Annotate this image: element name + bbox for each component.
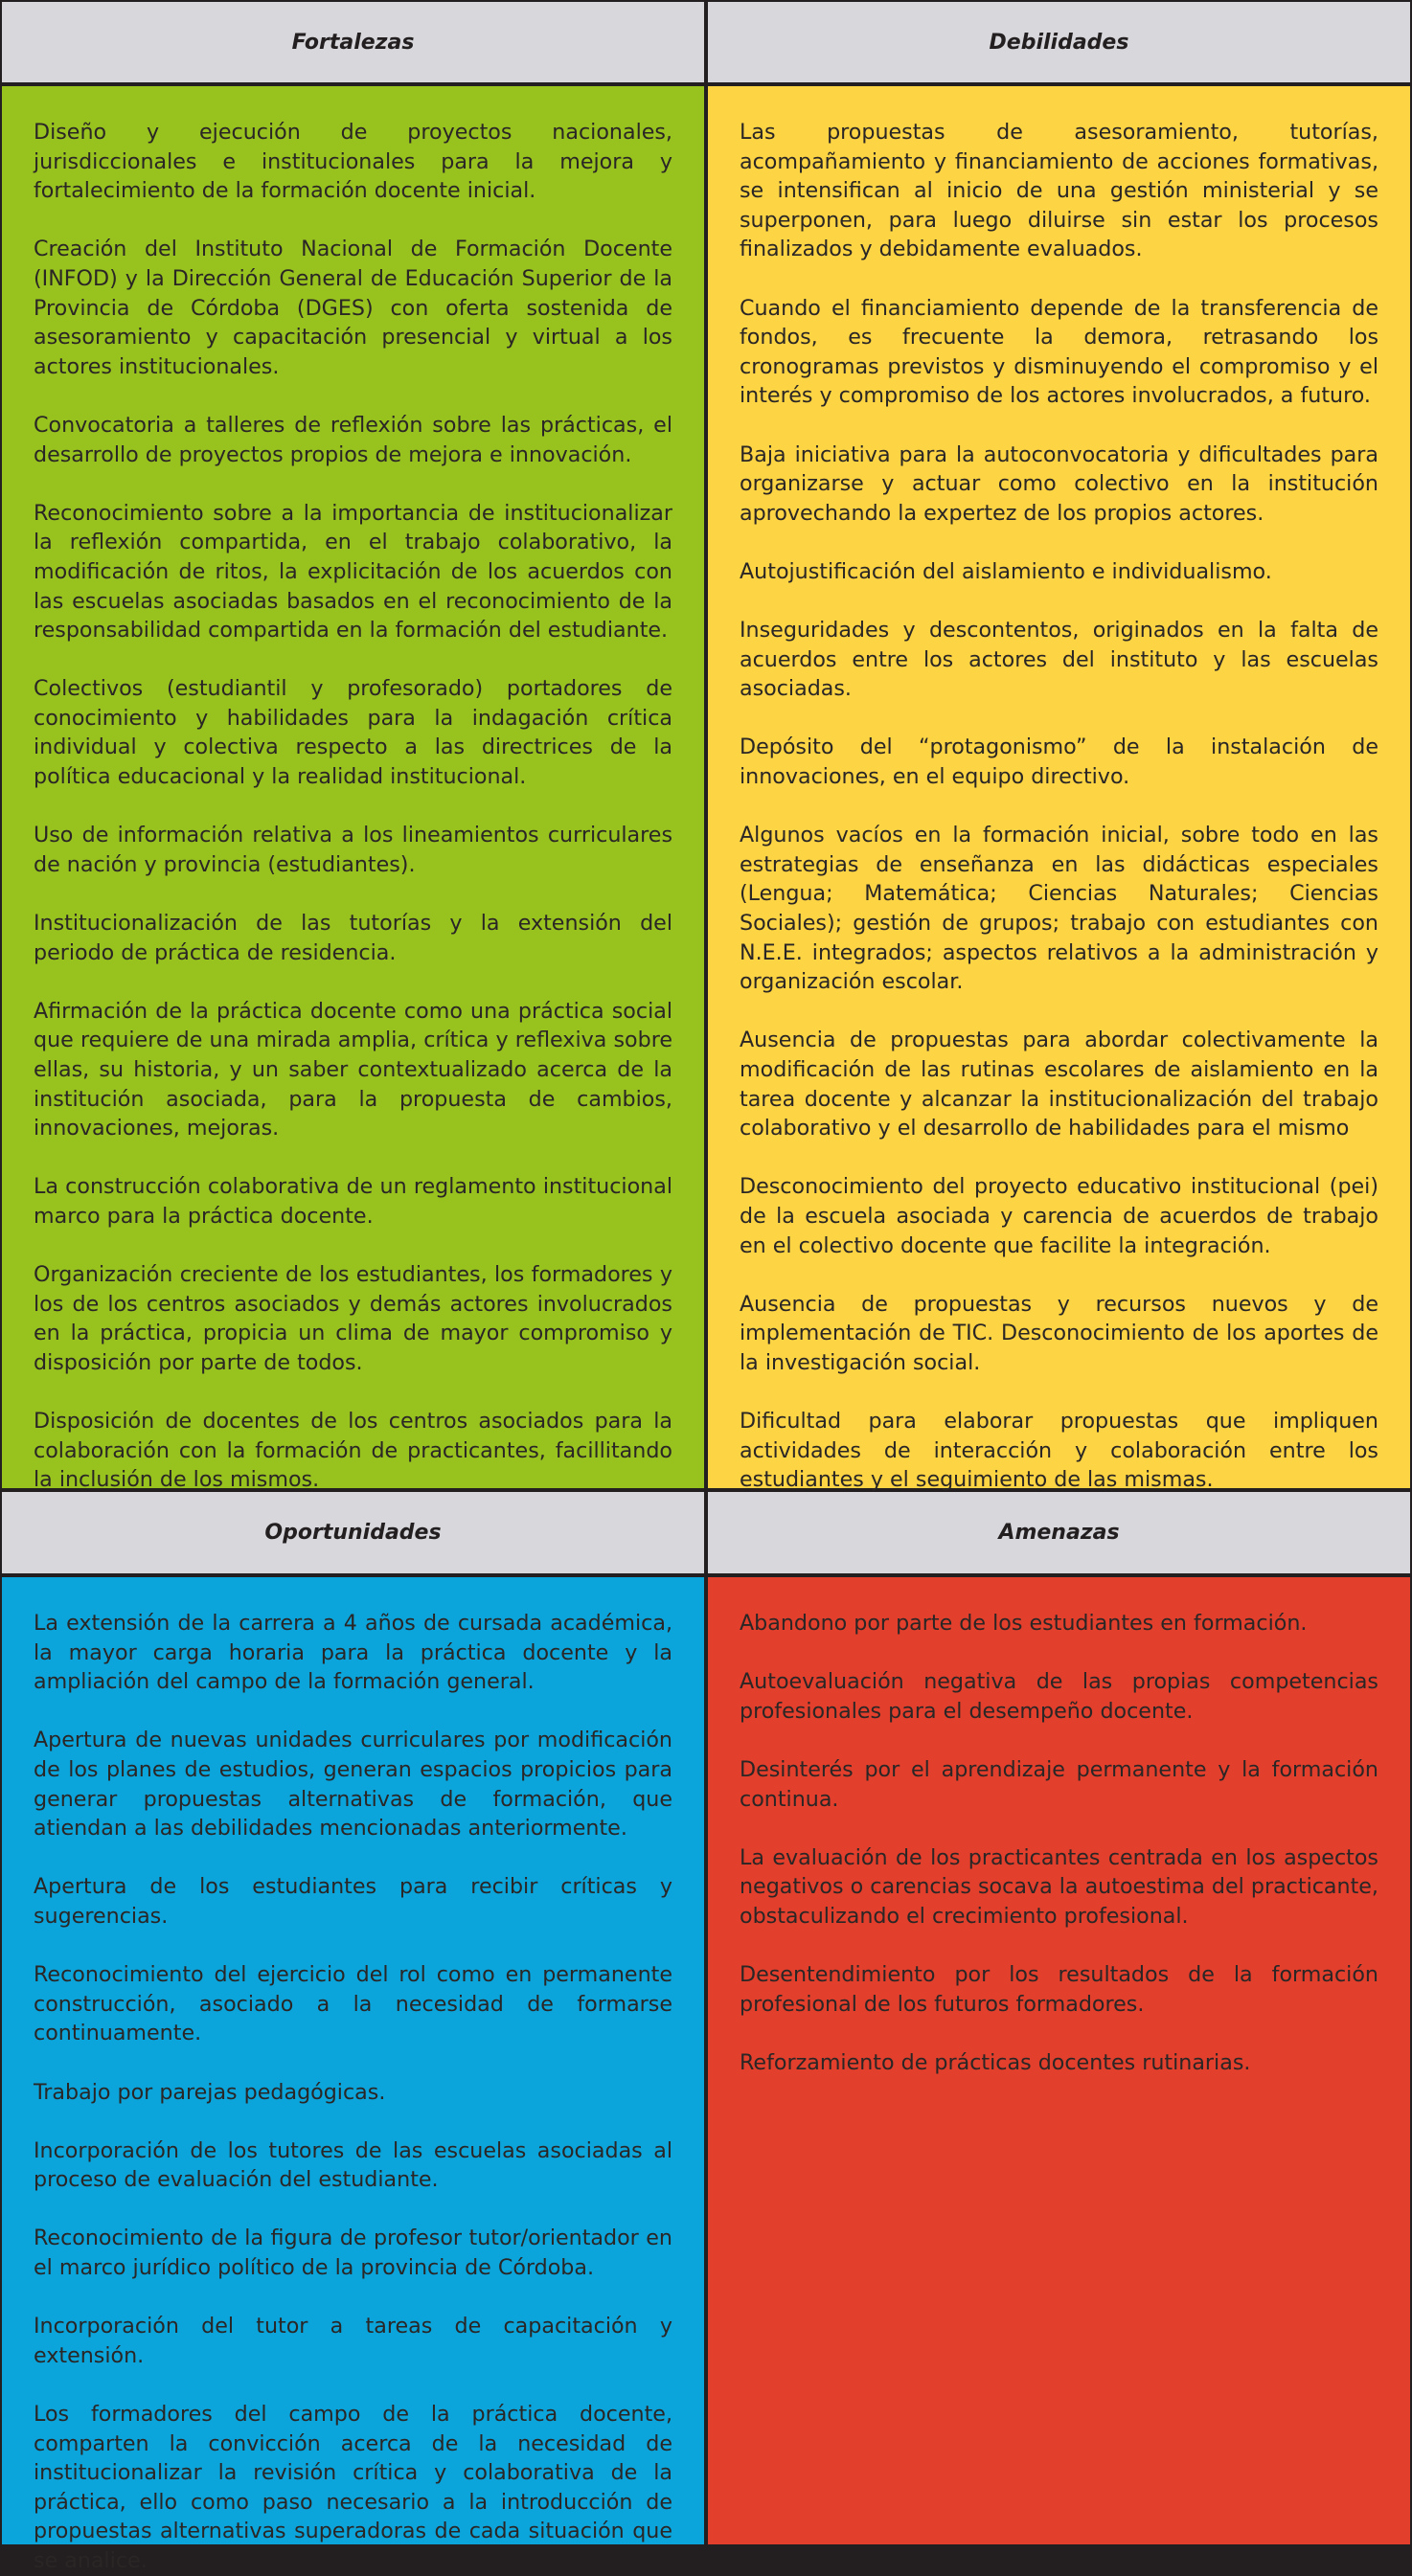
amenazas-item: Desentendimiento por los resultados de la formación profesional de los futuros formadores. [740,1962,1378,2017]
fortalezas-item: Diseño y ejecución de proyectos nacionales, jurisdiccionales e institucionales para la mejora y fortalecimiento de la formación docente inicial. [34,120,672,204]
amenazas-cell [708,1577,1410,2544]
oportunidades-item: Trabajo por parejas pedagógicas. [34,2079,386,2105]
oportunidades-item: La extensión de la carrera a 4 años de cursada académica, la mayor carga horaria para la práctica docente y la ampliación del campo de la formación general. [34,1611,672,1695]
oportunidades-item: Apertura de nuevas unidades curriculares por modificación de los planes de estudios, generan espacios propicios para generar propuestas alternativas de formación, que atiendan a las debilidades mencionadas anteriormente. [34,1728,672,1842]
fortalezas-item: La construcción colaborativa de un reglamento institucional marco para la práctica docente. [34,1174,672,1229]
fortalezas-item: Disposición de docentes de los centros asociados para la colaboración con la formación de practicantes, facillitando la inclusión de los mismos. [34,1409,672,1493]
fortalezas-header [2,2,704,82]
debilidades-item: Baja iniciativa para la autoconvocatoria y dificultades para organizarse y actuar como colectivo en la institución aprovechando la expertez de los propios actores. [740,441,1378,526]
oportunidades-item: Reconocimiento de la figura de profesor tutor/orientador en el marco jurídico político de la provincia de Córdoba. [34,2226,672,2281]
fortalezas-item: Institucionalización de las tutorías y la extensión del periodo de práctica de residencia. [34,911,672,965]
debilidades-header [708,2,1410,82]
amenazas-item: Autoevaluación negativa de las propias competencias profesionales para el desempeño docente. [740,1669,1378,1724]
debilidades-item: Las propuestas de asesoramiento, tutorías, acompañamiento y financiamiento de acciones formativas, se intensifican al inicio de una gestión ministerial y se superponen, para luego diluirse sin estar los procesos finalizados y debidamente evaluados. [740,120,1378,262]
debilidades-item: Algunos vacíos en la formación inicial, sobre todo en las estrategias de enseñanza en las didácticas especiales (Lengua; Matemática; Ciencias Naturales; Ciencias Sociales); gestión de grupos; trabajo con estudiantes con N.E.E. integrados; aspectos relativos a la administración y organización escolar. [740,823,1378,995]
debilidades-cell [708,86,1410,1493]
oportunidades-item: Reconocimiento del ejercicio del rol como en permanente construcción, asociado a la necesidad de formarse continuamente. [34,1962,672,2046]
amenazas-header [708,1492,1410,1573]
oportunidades-header [2,1492,704,1573]
fortalezas-item: Afirmación de la práctica docente como una práctica social que requiere de una mirada amplia, crítica y reflexiva sobre ellas, su historia, y un saber contextualizado acerca de la institución asociada, para la propuesta de cambios, innovaciones, mejoras. [34,998,672,1141]
oportunidades-title: Oportunidades [264,1521,442,1545]
debilidades-item: Cuando el financiamiento depende de la transferencia de fondos, es frecuente la demora, retrasando los cronogramas previstos y disminuyendo el compromiso y el interés y compromiso de los actores involucrados, a futuro. [740,295,1378,409]
amenazas-title: Amenazas [998,1521,1120,1545]
amenazas-item: Abandono por parte de los estudiantes en formación. [740,1611,1308,1636]
fortalezas-item: Creación del Instituto Nacional de Formación Docente (INFOD) y la Dirección General de Educación Superior de la Provincia de Córdoba (DGES) con oferta sostenida de asesoramiento y capacitación presencial y virtual a los actores institucionales. [34,237,672,379]
fortalezas-item: Convocatoria a talleres de reflexión sobre las prácticas, el desarrollo de proyectos propios de mejora e innovación. [34,412,672,467]
oportunidades-item: Incorporación de los tutores de las escuelas asociadas al proceso de evaluación del estudiante. [34,2137,672,2193]
fortalezas-item: Organización creciente de los estudiantes, los formadores y los de los centros asociados y demás actores involucrados en la práctica, propicia un clima de mayor compromiso y disposición por parte de todos. [34,1262,672,1375]
debilidades-title: Debilidades [989,30,1129,55]
oportunidades-cell [2,1577,704,2573]
fortalezas-item: Reconocimiento sobre a la importancia de institucionalizar la reflexión compartida, en el trabajo colaborativo, la modificación de ritos, la explicitación de los acuerdos con las escuelas asociadas basados en el reconocimiento de la responsabilidad compartida en la formación del estudiante. [34,500,672,644]
oportunidades-item: Apertura de los estudiantes para recibir críticas y sugerencias. [34,1874,672,1929]
debilidades-item: Dificultad para elaborar propuestas que impliquen actividades de interacción y colaboración entre los estudiantes y el seguimiento de las mismas. [740,1409,1378,1493]
fortalezas-title: Fortalezas [291,30,415,55]
oportunidades-item: Los formadores del campo de la práctica docente, comparten la convicción acerca de la necesidad de institucionalizar la revisión crítica y colaborativa de la práctica, ello como paso necesario a la introducción de propuestas alternativas superadoras de cada situación que se analice. [34,2402,672,2573]
fortalezas-item: Colectivos (estudiantil y profesorado) portadores de conocimiento y habilidades para la indagación crítica individual y colectiva respecto a las directrices de la política educacional y la realidad institucional. [34,676,672,790]
amenazas-item: La evaluación de los practicantes centrada en los aspectos negativos o carencias socava la autoestima del practicante, obstaculizando el crecimiento profesional. [740,1844,1378,1929]
amenazas-item: Desinterés por el aprendizaje permanente y la formación continua. [740,1756,1378,1812]
debilidades-item: Desconocimiento del proyecto educativo institucional (pei) de la escuela asociada y carencia de acuerdos de trabajo en el colectivo docente que facilite la integración. [740,1174,1378,1258]
debilidades-item: Ausencia de propuestas para abordar colectivamente la modificación de las rutinas escolares de aislamiento en la tarea docente y alcanzar la institucionalización del trabajo colaborativo y el desarrollo de habilidades para el mismo [740,1028,1378,1141]
debilidades-item: Ausencia de propuestas y recursos nuevos y de implementación de TIC. Desconocimiento de los aportes de la investigación social. [740,1291,1378,1375]
fortalezas-cell [2,86,704,1493]
debilidades-item: Inseguridades y descontentos, originados en la falta de acuerdos entre los actores del instituto y las escuelas asociadas. [740,618,1378,702]
debilidades-item: Depósito del “protagonismo” de la instalación de innovaciones, en el equipo directivo. [740,734,1378,790]
oportunidades-item: Incorporación del tutor a tareas de capacitación y extensión. [34,2314,672,2368]
fortalezas-item: Uso de información relativa a los lineamientos curriculares de nación y provincia (estudiantes). [34,823,672,877]
debilidades-item: Autojustificación del aislamiento e individualismo. [740,558,1272,584]
amenazas-item: Reforzamiento de prácticas docentes rutinarias. [740,2049,1251,2075]
